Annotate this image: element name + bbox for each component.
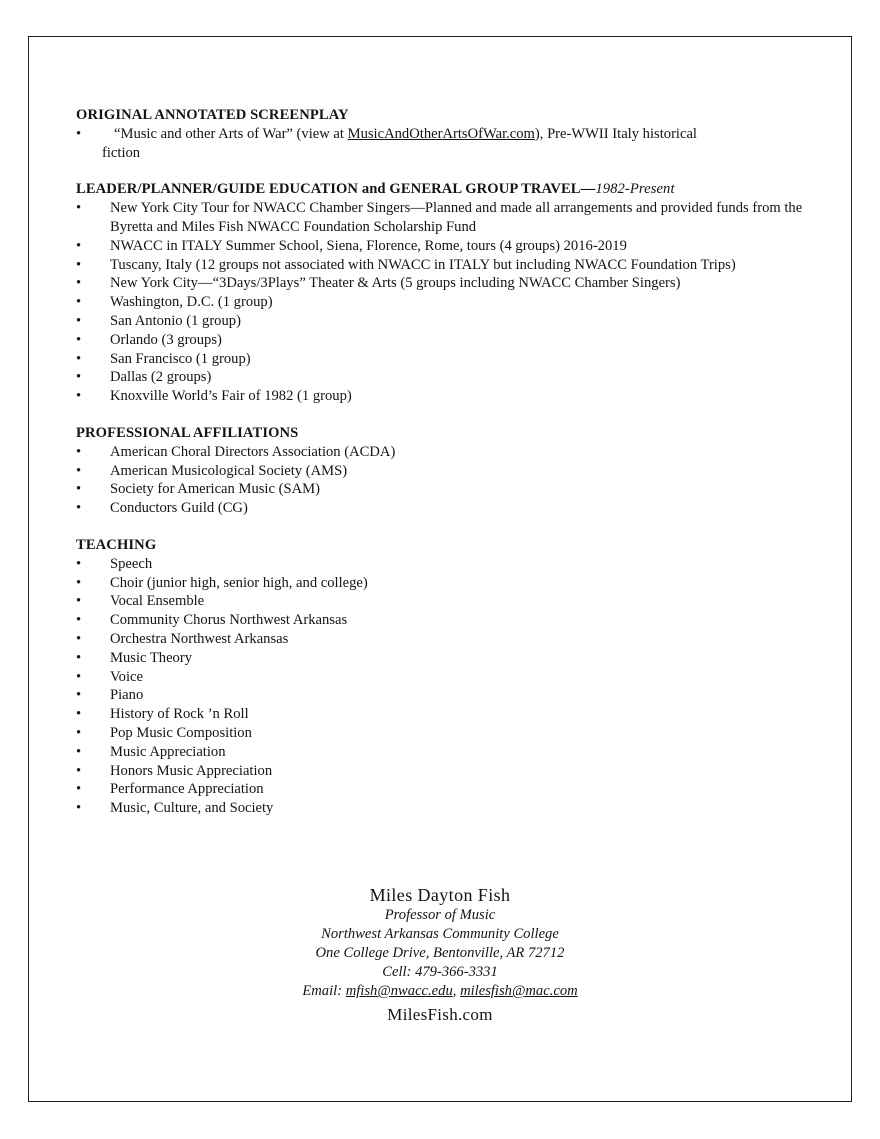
bullet: • xyxy=(76,312,82,329)
list-item-text: Tuscany, Italy (12 groups not associated with NWACC in ITALY but including NWACC Foundation Trips) xyxy=(110,256,736,273)
screenplay-list xyxy=(76,125,816,163)
list-item-text: Vocal Ensemble xyxy=(110,593,205,610)
bullet: • xyxy=(76,687,82,704)
signature-email xyxy=(0,982,880,1001)
travel-heading-dates: 1982-Present xyxy=(595,181,675,198)
list-item-text: New York City—“3Days/3Plays” Theater & Arts (5 groups including NWACC Chamber Singers) xyxy=(110,275,681,292)
list-item xyxy=(76,368,816,387)
bullet: • xyxy=(76,630,82,647)
bullet: • xyxy=(76,481,82,498)
list-item xyxy=(76,199,816,237)
list-item xyxy=(76,705,816,724)
list-item xyxy=(76,256,816,275)
list-item-text: Pop Music Composition xyxy=(110,724,252,741)
resume-content xyxy=(76,106,816,836)
section-affiliations xyxy=(76,424,816,518)
list-item xyxy=(76,799,816,818)
section-travel xyxy=(76,180,816,406)
bullet: • xyxy=(76,762,82,779)
list-item xyxy=(76,274,816,293)
list-item-text: History of Rock ’n Roll xyxy=(110,706,249,723)
bullet: • xyxy=(76,294,82,311)
section-heading-travel xyxy=(76,180,816,199)
list-item-text: Performance Appreciation xyxy=(110,781,264,798)
list-item xyxy=(76,630,816,649)
bullet: • xyxy=(76,350,82,367)
signature-block xyxy=(0,884,880,1027)
list-item-text: Choir (junior high, senior high, and college) xyxy=(110,574,368,591)
bullet: • xyxy=(76,593,82,610)
signature-college: Northwest Arkansas Community College xyxy=(321,926,559,942)
list-item-text: American Choral Directors Association (ACDA) xyxy=(110,443,396,460)
list-item xyxy=(76,499,816,518)
signature-cell: Cell: 479-366-3331 xyxy=(382,964,498,980)
list-item-text: Society for American Music (SAM) xyxy=(110,481,320,498)
list-item-text: NWACC in ITALY Summer School, Siena, Florence, Rome, tours (4 groups) 2016-2019 xyxy=(110,237,627,254)
list-item xyxy=(76,649,816,668)
list-item-text: New York City Tour for NWACC Chamber Singers—Planned and made all arrangements and provided funds from the Byretta and Miles Fish NWACC Foundation Scholarship Fund xyxy=(110,200,803,235)
email-link-nwacc[interactable]: mfish@nwacc.edu xyxy=(345,983,453,999)
list-item xyxy=(76,611,816,630)
list-item-text: Orlando (3 groups) xyxy=(110,331,222,348)
screenplay-link[interactable]: MusicAndOtherArtsOfWar.com xyxy=(347,125,535,142)
bullet: • xyxy=(76,649,82,666)
teaching-list xyxy=(76,555,816,818)
bullet: • xyxy=(76,443,82,460)
travel-heading-text: LEADER/PLANNER/GUIDE EDUCATION and GENERAL GROUP TRAVEL— xyxy=(76,181,596,198)
bullet: • xyxy=(76,237,82,254)
list-item xyxy=(76,293,816,312)
section-heading-affiliations: PROFESSIONAL AFFILIATIONS xyxy=(76,424,299,441)
list-item xyxy=(76,443,816,462)
bullet: • xyxy=(76,800,82,817)
bullet: • xyxy=(76,668,82,685)
affiliations-list xyxy=(76,443,816,518)
signature-address: One College Drive, Bentonville, AR 72712 xyxy=(315,945,565,961)
bullet: • xyxy=(76,275,82,292)
list-item-text: Music, Culture, and Society xyxy=(110,800,274,817)
email-separator: , xyxy=(452,983,461,999)
list-item xyxy=(76,574,816,593)
email-link-mac[interactable]: milesfish@mac.com xyxy=(460,983,578,999)
list-item-text: Music Appreciation xyxy=(110,743,226,760)
list-item-text: San Francisco (1 group) xyxy=(110,350,251,367)
list-item-text: Piano xyxy=(110,687,144,704)
bullet: • xyxy=(76,331,82,348)
bullet: • xyxy=(76,706,82,723)
list-item-text: Dallas (2 groups) xyxy=(110,369,212,386)
list-item-text: San Antonio (1 group) xyxy=(110,312,241,329)
list-item xyxy=(76,724,816,743)
list-item-text: Conductors Guild (CG) xyxy=(110,500,248,517)
list-item xyxy=(76,237,816,256)
bullet: • xyxy=(76,574,82,591)
bullet: • xyxy=(76,256,82,273)
list-item xyxy=(76,480,816,499)
list-item xyxy=(76,780,816,799)
list-item xyxy=(76,743,816,762)
section-heading-teaching: TEACHING xyxy=(76,536,157,553)
bullet: • xyxy=(76,462,82,479)
email-label: Email: xyxy=(302,983,346,999)
list-item xyxy=(76,331,816,350)
list-item xyxy=(76,312,816,331)
list-item xyxy=(76,387,816,406)
signature-website[interactable]: MilesFish.com xyxy=(387,1005,493,1024)
list-item xyxy=(76,668,816,687)
list-item-text: Honors Music Appreciation xyxy=(110,762,273,779)
bullet: • xyxy=(76,200,82,217)
list-item-text: Community Chorus Northwest Arkansas xyxy=(110,612,348,629)
bullet: • xyxy=(76,781,82,798)
bullet: • xyxy=(76,612,82,629)
list-item xyxy=(76,762,816,781)
section-teaching xyxy=(76,536,816,818)
list-item-text: Washington, D.C. (1 group) xyxy=(110,294,273,311)
signature-title: Professor of Music xyxy=(384,907,496,923)
list-item xyxy=(76,592,816,611)
list-item xyxy=(76,125,816,163)
bullet: • xyxy=(76,388,82,405)
list-item xyxy=(76,686,816,705)
list-item-text: Voice xyxy=(110,668,143,685)
list-item-text: Music Theory xyxy=(110,649,193,666)
list-item xyxy=(76,350,816,369)
bullet: • xyxy=(76,724,82,741)
list-item-text: Knoxville World’s Fair of 1982 (1 group) xyxy=(110,388,352,405)
signature-name: Miles Dayton Fish xyxy=(369,885,511,905)
list-item-text: American Musicological Society (AMS) xyxy=(110,462,348,479)
screenplay-item-text: “Music and other Arts of War” (view at xyxy=(114,125,348,142)
bullet: • xyxy=(76,500,82,517)
list-item-text: Speech xyxy=(110,555,153,572)
section-screenplay xyxy=(76,106,816,162)
bullet: • xyxy=(76,125,82,142)
bullet: • xyxy=(76,555,82,572)
section-heading-screenplay: ORIGINAL ANNOTATED SCREENPLAY xyxy=(76,107,349,123)
screenplay-item-text-end: ), Pre-WWII Italy historical xyxy=(534,125,697,142)
bullet: • xyxy=(76,743,82,760)
list-item-text: Orchestra Northwest Arkansas xyxy=(110,630,289,647)
screenplay-item-continuation: fiction xyxy=(102,144,141,161)
list-item xyxy=(76,462,816,481)
list-item xyxy=(76,555,816,574)
travel-list xyxy=(76,199,816,406)
bullet: • xyxy=(76,369,82,386)
